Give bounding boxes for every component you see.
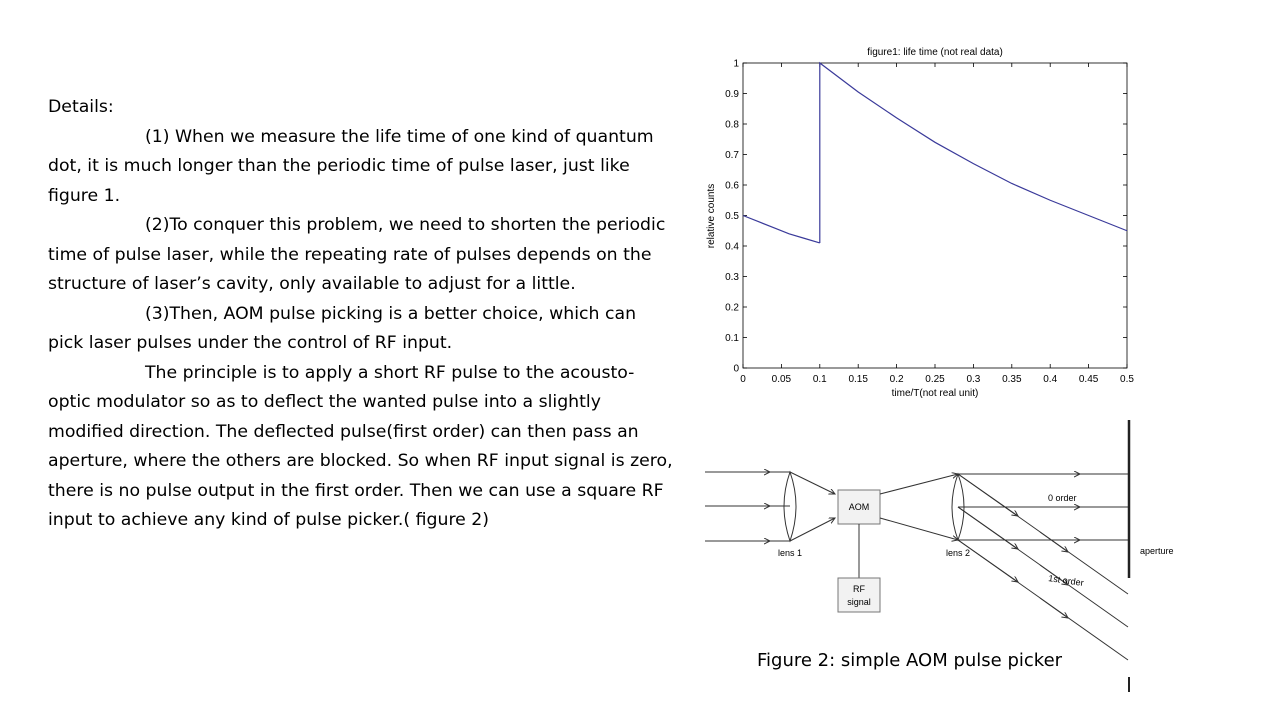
- y-tick-label: 0.4: [725, 241, 739, 253]
- x-tick-label: 0: [740, 374, 746, 385]
- y-tick-label: 1: [733, 58, 739, 70]
- y-tick-label: 0.6: [725, 180, 739, 192]
- details-heading: Details:: [48, 97, 114, 117]
- paragraph-2: (2)To conquer this problem, we need to shorten the periodic time of pulse laser, while the repeating rate of pulses depends on the structure of laser’s cavity, only available to adjust for a little.: [48, 215, 666, 294]
- figure-2-caption: Figure 2: simple AOM pulse picker: [757, 650, 1063, 671]
- zero-order-label: 0 order: [1048, 493, 1077, 503]
- lens-2-label: lens 2: [945, 548, 971, 558]
- x-tick-label: 0.2: [889, 374, 904, 385]
- paragraph-4: The principle is to apply a short RF pulse to the acousto-optic modulator so as to deflect the wanted pulse into a slightly modified direction. The deflected pulse(first order) can then pass an aperture, where the others are blocked. So when RF input signal is zero, there is no pulse output in the first order. Then we can use a square RF input to achieve any kind of pulse picker.( figure 2): [48, 362, 673, 530]
- y-axis-label: relative counts: [706, 183, 717, 249]
- x-tick-label: 0.15: [848, 374, 868, 385]
- x-tick-label: 0.3: [966, 374, 981, 385]
- chart-title: figure1: life time (not real data): [867, 47, 1003, 58]
- y-tick-label: 0.9: [725, 89, 739, 100]
- y-tick-label: 0.8: [725, 119, 739, 131]
- x-tick-label: 0.4: [1043, 374, 1058, 385]
- y-tick-label: 0.7: [725, 150, 739, 161]
- aom-label: AOM: [848, 502, 870, 512]
- aperture-label: aperture: [1140, 546, 1174, 556]
- lens-1-label: lens 1: [777, 548, 803, 558]
- paragraph-1: (1) When we measure the life time of one kind of quantum dot, it is much longer than the periodic time of pulse laser, just like figure 1.: [48, 126, 654, 206]
- x-tick-label: 0.45: [1078, 374, 1099, 385]
- x-axis-label: time/T(not real unit): [891, 388, 979, 399]
- y-tick-label: 0.5: [725, 211, 739, 222]
- y-tick-label: 0.2: [725, 302, 739, 314]
- rf-label-line2: signal: [847, 597, 871, 607]
- x-tick-label: 0.25: [925, 374, 945, 385]
- rf-label-line1: RF: [853, 584, 865, 594]
- y-tick-label: 0: [733, 363, 739, 375]
- first-order-label: 1st order: [1047, 573, 1085, 588]
- y-tick-label: 0.3: [725, 272, 739, 283]
- x-tick-label: 0.5: [1120, 374, 1134, 385]
- paragraph-3: (3)Then, AOM pulse picking is a better choice, which can pick laser pulses under the control of RF input.: [48, 303, 637, 353]
- x-tick-label: 0.35: [1002, 374, 1022, 385]
- x-tick-label: 0.1: [812, 374, 827, 385]
- y-tick-label: 0.1: [725, 333, 739, 344]
- x-tick-label: 0.05: [771, 374, 792, 385]
